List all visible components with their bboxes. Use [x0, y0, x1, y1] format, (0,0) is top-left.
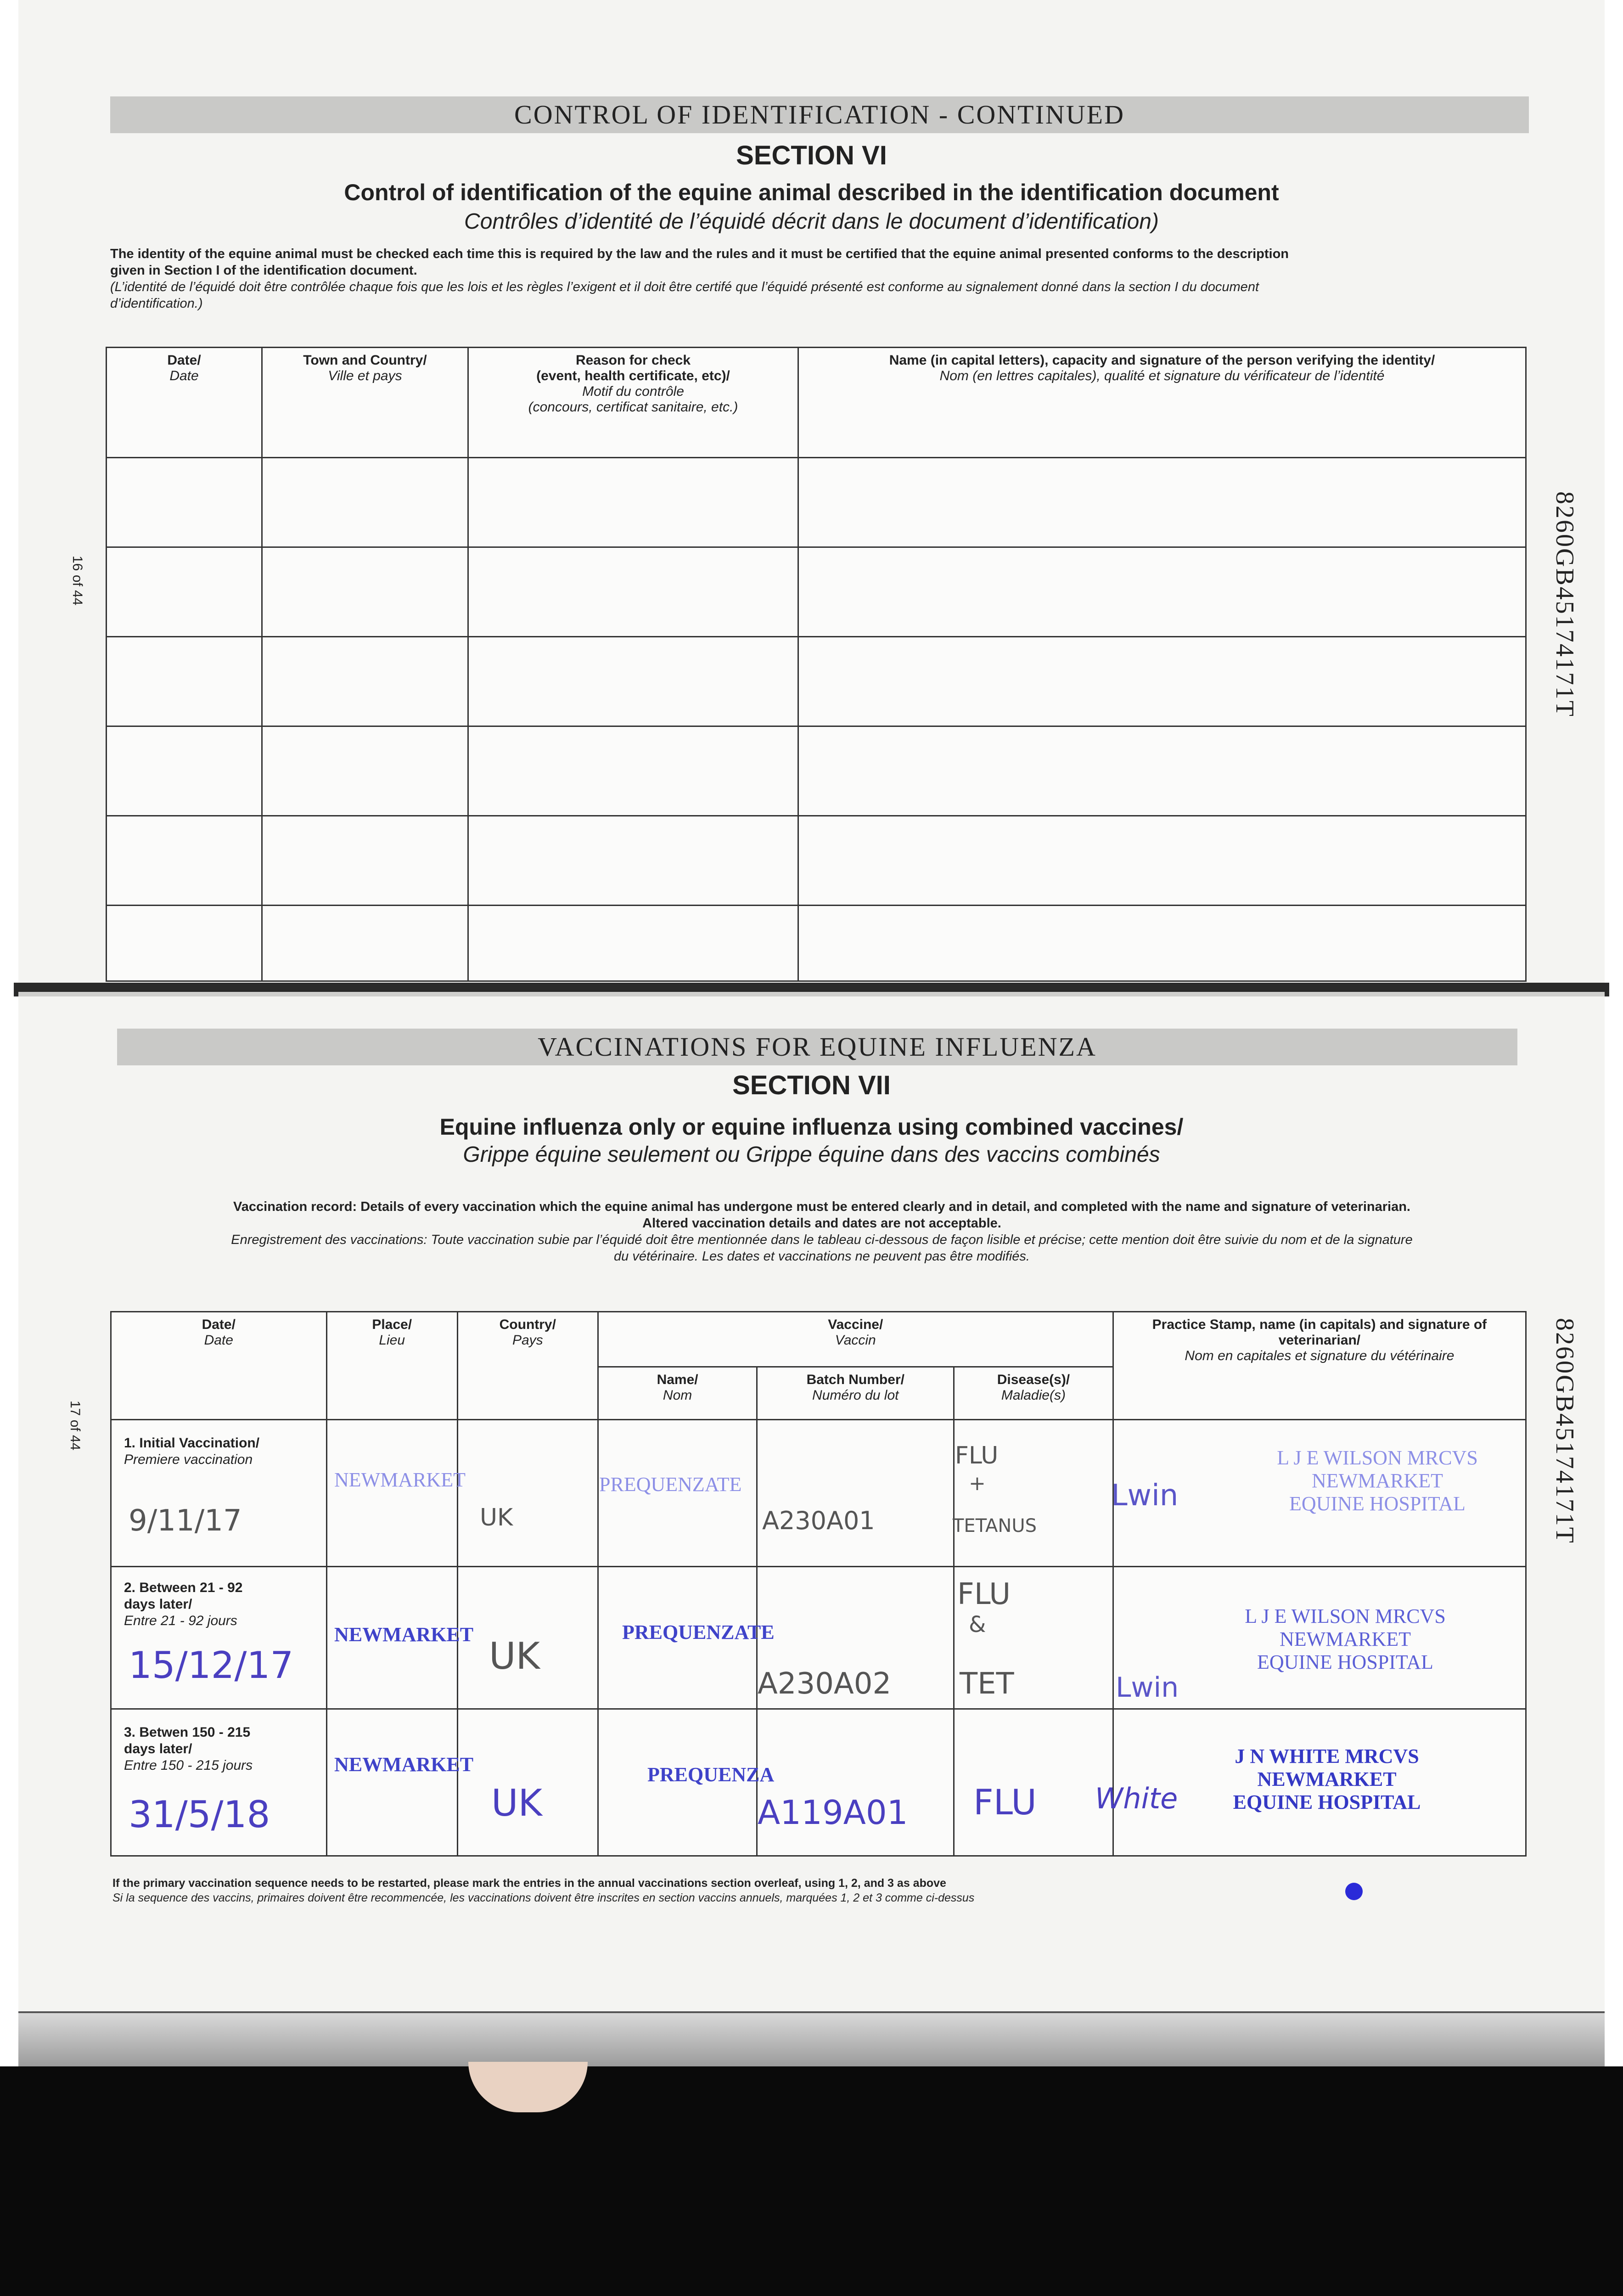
row-1-vaccine: PREQUENZATE: [599, 1473, 742, 1496]
row-3-signature: White: [1095, 1782, 1178, 1815]
row-2-country: UK: [489, 1635, 540, 1677]
table-row: [107, 637, 1526, 726]
record-en-line-1: Vaccination record: Details of every vaccination which the equine animal has undergone must be entered clearly and in detail, and completed with the name and signature of veterinarian.: [233, 1199, 1410, 1214]
col-country: Country/ Pays: [457, 1312, 598, 1420]
book-edge: [18, 2011, 1605, 2068]
passport-id-lower: 8260GB45174171T: [1550, 1318, 1579, 1544]
col-date: Date/ Date: [111, 1312, 327, 1420]
col-vaccine: Vaccine/ Vaccin: [598, 1312, 1113, 1367]
vaccination-record-note: [110, 1199, 1533, 1265]
page-number-16: 16 of 44: [70, 556, 85, 606]
scan-background: [0, 2066, 1623, 2296]
row-2-place-stamp: NEWMARKET: [334, 1623, 474, 1646]
table-row: [107, 816, 1526, 906]
section-vii-title: SECTION VII: [732, 1070, 891, 1100]
col-town-country: Town and Country/ Ville et pays: [262, 348, 468, 458]
row-2-label: 2. Between 21 - 92 days later/ Entre 21 - 92 jours: [124, 1580, 243, 1628]
identification-check-table: [106, 347, 1527, 982]
row-3-label: 3. Betwen 150 - 215 days later/ Entre 150 - 215 jours: [124, 1725, 253, 1773]
vaccination-footnote: [112, 1876, 1536, 1905]
col-place: Place/ Lieu: [326, 1312, 457, 1420]
section-vii-banner: VACCINATIONS FOR EQUINE INFLUENZA: [117, 1029, 1517, 1065]
section-vi-subtitle-fr: Contrôles d’identité de l’équidé décrit dans le document d’identification): [464, 209, 1159, 234]
row-3-place-stamp: NEWMARKET: [334, 1753, 474, 1776]
row-3-disease-1: FLU: [973, 1782, 1037, 1823]
col-vaccine-name: Name/ Nom: [598, 1367, 757, 1420]
row-3-date: 31/5/18: [129, 1793, 270, 1836]
row-3-country: UK: [491, 1782, 543, 1824]
row-1-disease-2: +: [969, 1472, 986, 1495]
row-2-date: 15/12/17: [129, 1644, 294, 1687]
col-batch-number: Batch Number/ Numéro du lot: [757, 1367, 954, 1420]
table-row: [107, 726, 1526, 816]
row-2-signature: Lwin: [1116, 1671, 1179, 1704]
col-reason: Reason for check (event, health certificate, etc)/ Motif du contrôle (concours, certificat sanitaire, etc.): [468, 348, 798, 458]
intro-en-line-1: The identity of the equine animal must be checked each time this is required by the law and the rules and it must be certified that the equine animal presented conforms to the description: [110, 247, 1289, 261]
record-fr-line-2: du vétérinaire. Les dates et vaccinations ne peuvent pas être modifiés.: [614, 1249, 1030, 1264]
footnote-en: If the primary vaccination sequence needs to be restarted, please mark the entries in the annual vaccinations section overleaf, using 1, 2, and 3 as above: [112, 1877, 946, 1890]
row-1-practice-stamp: L J E WILSON MRCVS NEWMARKET EQUINE HOSPITAL: [1277, 1446, 1478, 1515]
intro-fr-line-1: (L’identité de l’équidé doit être contrôlée chaque fois que les lois et les règles l’exigent et il doit être certifé que l’équidé présenté est conforme au signalement donné dans la section I du document: [110, 280, 1259, 294]
col-diseases: Disease(s)/ Maladie(s): [954, 1367, 1113, 1420]
row-1-batch: A230A01: [762, 1506, 875, 1535]
row-3-practice-stamp: J N WHITE MRCVS NEWMARKET EQUINE HOSPITAL: [1233, 1745, 1421, 1813]
row-1-date: 9/11/17: [129, 1504, 242, 1538]
row-1-place-stamp: NEWMARKET: [334, 1469, 466, 1491]
row-2-disease-3: TET: [960, 1667, 1014, 1701]
row-1-disease-3: TETANUS: [953, 1515, 1037, 1536]
ink-dot: [1345, 1883, 1363, 1900]
page-number-17: 17 of 44: [67, 1401, 83, 1451]
row-2-vaccine: PREQUENZATE: [622, 1621, 775, 1643]
table-row: [107, 458, 1526, 547]
row-1-disease-1: FLU: [955, 1442, 999, 1469]
intro-en-line-2: given in Section I of the identification document.: [110, 263, 417, 278]
row-3-vaccine: PREQUENZA: [647, 1763, 775, 1786]
section-vii-subtitle-fr: Grippe équine seulement ou Grippe équine dans des vaccins combinés: [463, 1142, 1160, 1167]
col-verifier: Name (in capital letters), capacity and signature of the person verifying the identity/ Nom (en lettres capitales), qualité et signature du vérificateur de l’identité: [798, 348, 1526, 458]
section-vi-subtitle-en: Control of identification of the equine animal described in the identification document: [344, 180, 1279, 205]
section-vii-subtitle-en: Equine influenza only or equine influenza using combined vaccines/: [439, 1114, 1184, 1140]
intro-fr-line-2: d’identification.): [110, 296, 203, 311]
table-row: [107, 906, 1526, 981]
row-3-batch: A119A01: [758, 1793, 908, 1832]
passport-id-upper: 8260GB45174171T: [1550, 491, 1579, 718]
section-vi-intro: [110, 246, 1533, 312]
row-1-label: 1. Initial Vaccination/ Premiere vaccination: [124, 1435, 260, 1467]
row-1-signature: Lwin: [1111, 1479, 1179, 1513]
footnote-fr: Si la sequence des vaccins, primaires doivent être recommencée, les vaccinations doivent être inscrites en section vaccins annuels, marquées 1, 2 et 3 comme ci-dessus: [112, 1891, 975, 1904]
row-2-practice-stamp: L J E WILSON MRCVS NEWMARKET EQUINE HOSPITAL: [1245, 1605, 1446, 1673]
col-date: Date/ Date: [107, 348, 262, 458]
row-2-disease-2: &: [969, 1612, 986, 1638]
record-en-line-2: Altered vaccination details and dates are not acceptable.: [642, 1216, 1001, 1231]
row-1-country: UK: [480, 1504, 513, 1531]
col-practice-stamp: Practice Stamp, name (in capitals) and signature of veterinarian/ Nom en capitales et signature du vétérinaire: [1113, 1312, 1526, 1420]
section-vi-title: SECTION VI: [736, 141, 887, 170]
row-2-disease-1: FLU: [957, 1577, 1011, 1611]
row-2-batch: A230A02: [758, 1667, 892, 1701]
table-row: [107, 547, 1526, 637]
section-vi-banner: CONTROL OF IDENTIFICATION - CONTINUED: [110, 96, 1529, 133]
record-fr-line-1: Enregistrement des vaccinations: Toute vaccination subie par l’équidé doit être mentionnée dans le tableau ci-dessous de façon lisible et précise; cette mention doit être suivie du nom et de la signature: [231, 1232, 1413, 1247]
